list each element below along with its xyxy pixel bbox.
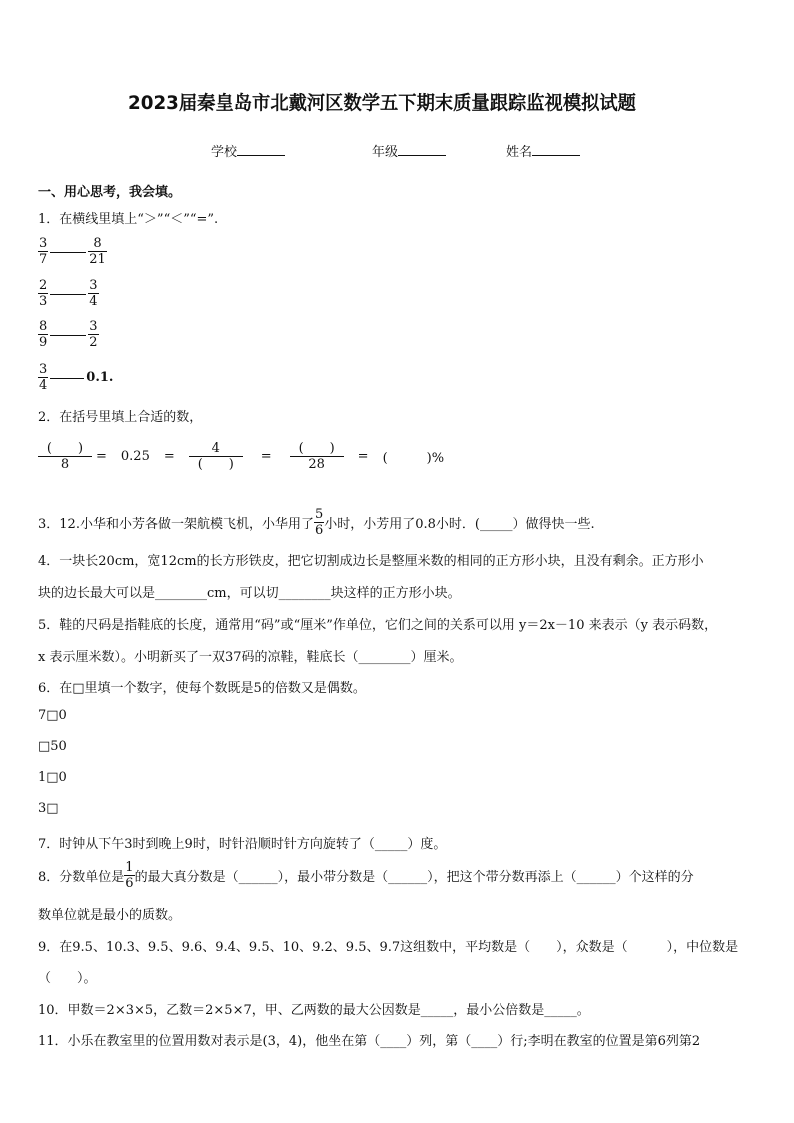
school-field <box>211 141 285 160</box>
q4-line1: 4．一块长20cm，宽12cm的长方形铁皮，把它切割成边长是整厘米数的相同的正方形小块，且没有剩余。正方形小 <box>38 554 704 569</box>
q7: 7．时钟从下午3时到晚上9时，时针沿顺时针方向旋转了（_____）度。 <box>38 837 447 852</box>
q6-item: 1□0 <box>38 770 67 785</box>
answer-blank[interactable] <box>50 293 86 295</box>
section-heading: 一、用心思考，我会填。 <box>38 185 182 200</box>
equals-sign: = <box>163 449 175 464</box>
q3-text: 小时，小芳用了0.8小时．(_____）做得快一些. <box>324 517 595 532</box>
q1-item-4 <box>38 362 113 393</box>
fraction: $\frac{3}{2}$ <box>89 319 98 350</box>
q9-line1: 9．在9.5、10.3、9.5、9.6、9.4、9.5、10、9.2、9.5、9.7这组数中，平均数是（ ），众数是（ ），中位数是 <box>38 940 739 955</box>
percent-blank: ( )% <box>382 451 445 466</box>
q8-line2: 数单位就是最小的质数。 <box>38 908 182 923</box>
fraction: $\frac{8}{21}$ <box>89 236 106 267</box>
q1-prompt: 1．在横线里填上“＞”“＜”“=”. <box>38 212 219 227</box>
q8-text: 的最大真分数是（______），最小带分数是（______），把这个带分数再添上（______）个这样的分 <box>134 870 694 885</box>
grade-label: 年级 <box>372 145 399 160</box>
q2-prompt: 2．在括号里填上合适的数， <box>38 410 203 425</box>
school-blank[interactable] <box>237 143 285 156</box>
name-blank[interactable] <box>532 143 580 156</box>
q5-line1: 5．鞋的尺码是指鞋底的长度，通常用“码”或“厘米”作单位，它们之间的关系可以用 y＝2x－10 来表示（y 表示码数， <box>38 618 718 633</box>
q6-item: 3□ <box>38 801 59 816</box>
fraction: $\frac{( )}{8}$ <box>38 441 92 472</box>
decimal-value: 0.25 <box>120 449 150 464</box>
fraction: $\frac{2}{3}$ <box>39 278 48 309</box>
equals-sign: = <box>357 449 369 464</box>
fraction: $\frac{( )}{28}$ <box>290 441 344 472</box>
answer-blank[interactable] <box>50 334 86 336</box>
fraction: $\frac{1}{6}$ <box>125 860 134 891</box>
q1-item-1 <box>38 236 107 267</box>
equals-sign: = <box>96 449 107 464</box>
q11: 11．小乐在教室里的位置用数对表示是(3，4)，他坐在第（____）列，第（____）行;李明在教室的位置是第6列第2 <box>38 1034 701 1049</box>
equals-sign: = <box>260 449 272 464</box>
comparison-value: 0.1. <box>86 370 114 385</box>
name-field <box>506 141 580 160</box>
page-title: 2023届秦皇岛市北戴河区数学五下期末质量跟踪监视模拟试题 <box>128 92 636 114</box>
q8 <box>38 860 694 891</box>
answer-blank[interactable] <box>50 377 84 379</box>
fraction: $\frac{8}{9}$ <box>39 319 48 350</box>
q9-line2: （ ）。 <box>38 971 97 986</box>
answer-blank[interactable] <box>50 251 86 253</box>
fraction: $\frac{3}{4}$ <box>89 278 98 309</box>
school-label: 学校 <box>211 145 238 160</box>
q8-text: 8．分数单位是 <box>38 870 125 885</box>
fraction: $\frac{3}{4}$ <box>39 362 48 393</box>
fraction: $\frac{3}{7}$ <box>39 236 48 267</box>
fraction: $\frac{4}{( )}$ <box>189 441 243 472</box>
q3-text: 3．12.小华和小芳各做一架航模飞机，小华用了 <box>38 517 314 532</box>
q1-item-3 <box>38 319 99 350</box>
q3 <box>38 507 595 538</box>
q6-prompt: 6．在□里填一个数字，使每个数既是5的倍数又是偶数。 <box>38 681 366 696</box>
grade-field <box>372 141 446 160</box>
grade-blank[interactable] <box>398 143 446 156</box>
q10: 10．甲数＝2×3×5，乙数＝2×5×7，甲、乙两数的最大公因数是_____，最小公倍数是_____。 <box>38 1003 590 1018</box>
name-label: 姓名 <box>506 145 533 160</box>
fraction: $\frac{5}{6}$ <box>314 507 324 538</box>
q1-item-2 <box>38 278 99 309</box>
q5-line2: x 表示厘米数）。小明新买了一双37码的凉鞋，鞋底长（________）厘米。 <box>38 650 463 665</box>
q2-equation <box>38 441 444 472</box>
q6-item: □50 <box>38 739 67 754</box>
q4-line2: 块的边长最大可以是________cm，可以切________块这样的正方形小块。 <box>38 586 461 601</box>
q6-item: 7□0 <box>38 708 67 723</box>
